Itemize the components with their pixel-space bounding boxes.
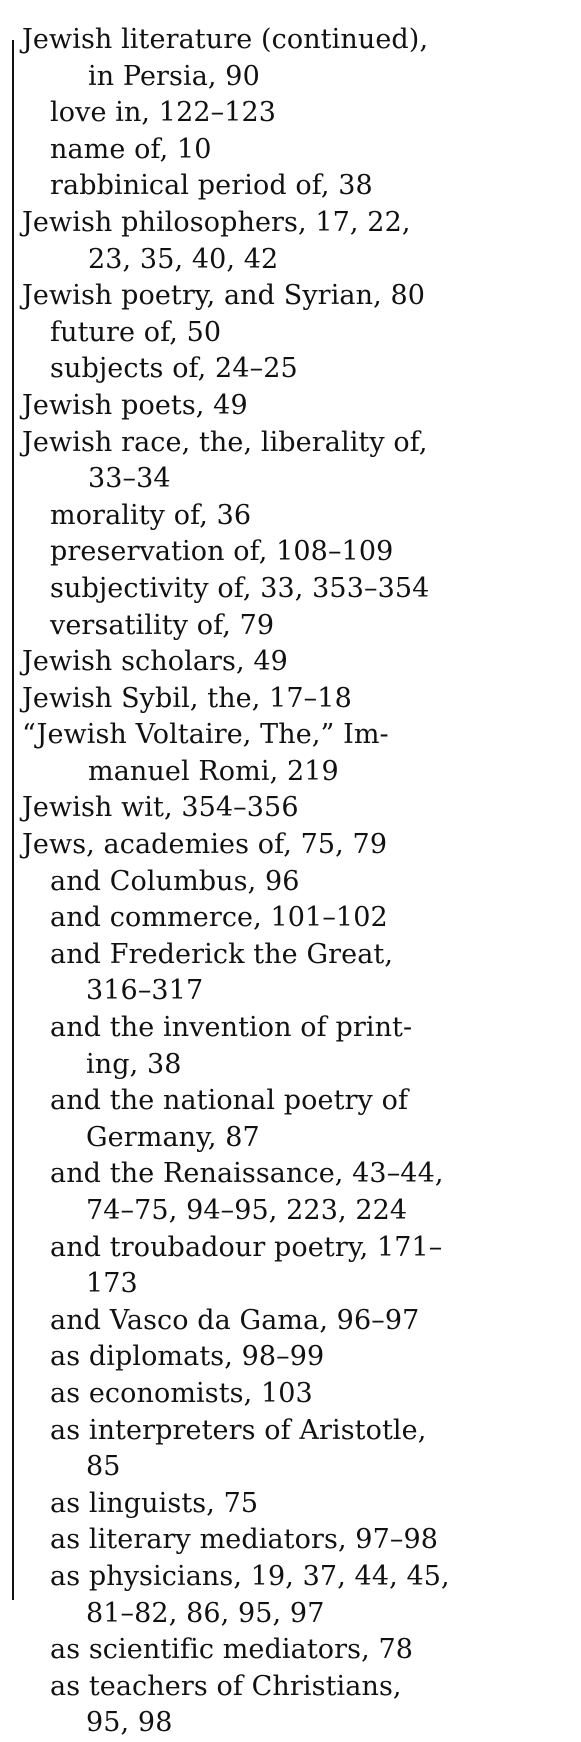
index-subentry: and commerce, 101–102 xyxy=(50,902,388,934)
index-entry: “Jewish Voltaire, The,” Im- xyxy=(22,719,389,751)
index-continuation: 74–75, 94–95, 223, 224 xyxy=(86,1195,408,1226)
index-subentry: rabbinical period of, 38 xyxy=(50,170,373,202)
index-subentry: love in, 122–123 xyxy=(50,97,277,129)
index-continuation: 23, 35, 40, 42 xyxy=(88,243,279,275)
index-subentry: as linguists, 75 xyxy=(50,1487,259,1519)
index-entry: Jewish wit, 354–356 xyxy=(22,792,299,824)
index-subentry: and the national poetry of xyxy=(50,1085,409,1117)
index-subentry: subjectivity of, 33, 353–354 xyxy=(50,572,430,604)
index-subentry: and the Renaissance, 43–44, xyxy=(50,1158,444,1190)
index-subentry: subjects of, 24–25 xyxy=(50,353,298,385)
index-continuation: Germany, 87 xyxy=(86,1121,260,1153)
index-subentry: and Frederick the Great, xyxy=(50,938,394,970)
index-subentry: and the invention of print- xyxy=(50,1012,413,1044)
index-subentry: as teachers of Christians, xyxy=(50,1670,402,1702)
index-entry: Jews, academies of, 75, 79 xyxy=(22,829,388,861)
index-subentry: as interpreters of Aristotle, xyxy=(50,1414,427,1446)
index-column xyxy=(22,22,562,1742)
index-entry: Jewish poets, 49 xyxy=(22,389,248,421)
index-subentry: future of, 50 xyxy=(50,316,222,348)
index-continuation: 173 xyxy=(86,1268,138,1300)
index-subentry: as scientific mediators, 78 xyxy=(50,1634,414,1666)
index-entry: Jewish Sybil, the, 17–18 xyxy=(22,682,352,714)
index-subentry: and Vasco da Gama, 96–97 xyxy=(50,1304,420,1336)
index-subentry: as physicians, 19, 37, 44, 45, xyxy=(50,1560,450,1592)
index-subentry: and troubadour poetry, 171– xyxy=(50,1231,443,1263)
index-entry: Jewish race, the, liberality of, xyxy=(22,426,428,458)
index-continuation: in Persia, 90 xyxy=(88,60,260,92)
index-subentry: name of, 10 xyxy=(50,133,212,165)
index-subentry: as diplomats, 98–99 xyxy=(50,1341,325,1373)
column-rule xyxy=(12,40,14,1600)
index-subentry: morality of, 36 xyxy=(50,499,252,531)
index-subentry: versatility of, 79 xyxy=(50,609,275,641)
index-continuation: 316–317 xyxy=(86,975,204,1007)
index-continuation: 81–82, 86, 95, 97 xyxy=(86,1597,325,1629)
index-entry: Jewish philosophers, 17, 22, xyxy=(22,206,411,238)
index-continuation: ing, 38 xyxy=(86,1048,182,1080)
index-continuation: 95, 98 xyxy=(86,1707,173,1739)
index-entry: Jewish scholars, 49 xyxy=(22,646,288,678)
index-subentry: as economists, 103 xyxy=(50,1377,313,1409)
index-entry: Jewish literature (continued), xyxy=(22,24,429,55)
index-subentry: preservation of, 108–109 xyxy=(50,536,394,568)
index-continuation: manuel Romi, 219 xyxy=(88,755,339,787)
index-subentry: as literary mediators, 97–98 xyxy=(50,1524,439,1556)
index-continuation: 33–34 xyxy=(88,463,171,495)
index-entry: Jewish poetry, and Syrian, 80 xyxy=(22,280,426,312)
index-subentry: and Columbus, 96 xyxy=(50,865,300,897)
index-continuation: 85 xyxy=(86,1451,121,1483)
